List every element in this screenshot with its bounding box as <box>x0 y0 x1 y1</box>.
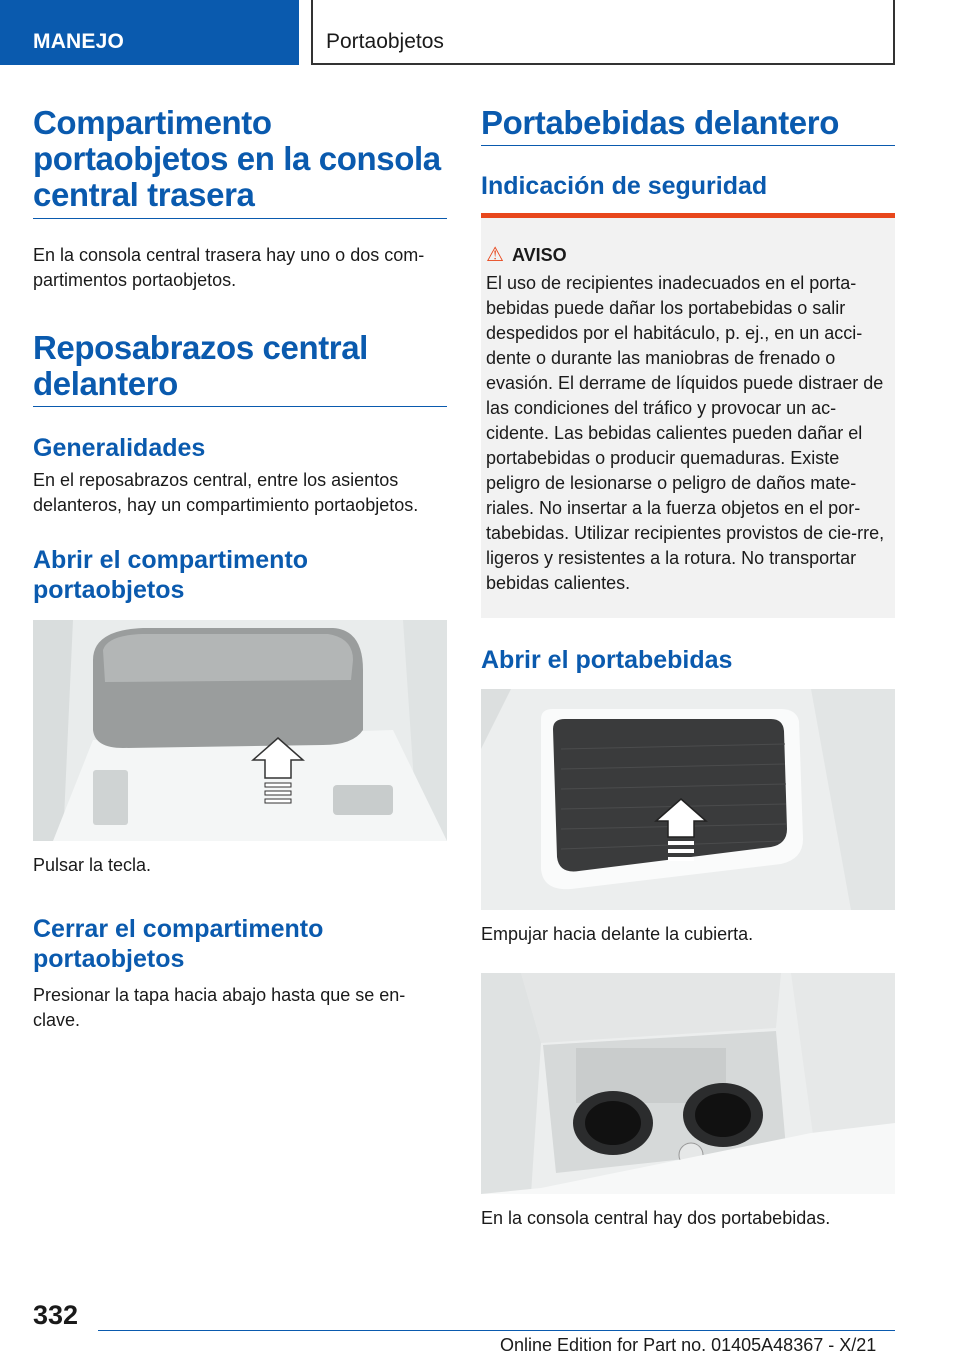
open-cupholder-title: Abrir el portabebidas <box>481 646 733 674</box>
cupholders-caption: En la consola central hay dos portabebidas. <box>481 1208 831 1228</box>
general-text: En el reposabrazos central, entre los asientos delanteros, hay un compartimiento portaobjetos. <box>33 470 419 515</box>
open-compartment-title: Abrir el compartimento portaobjetos <box>33 546 309 604</box>
title-rule <box>33 218 447 219</box>
title-rule <box>33 406 447 407</box>
footer-rule <box>98 1330 895 1331</box>
cupholder-cover-figure <box>481 689 895 910</box>
close-compartment-text: Presionar la tapa hacia abajo hasta que se en-clave. <box>33 985 406 1030</box>
edition-text: Online Edition for Part no. 01405A48367 - X/21 <box>500 1335 877 1355</box>
general-title: Generalidades <box>33 434 206 462</box>
cupholder-title: Portabebidas delantero <box>481 104 839 141</box>
safety-title: Indicación de seguridad <box>481 172 768 200</box>
section-tab[interactable] <box>0 0 299 65</box>
section-label: MANEJO <box>33 30 125 53</box>
open-cupholder-caption: Empujar hacia delante la cubierta. <box>481 924 754 944</box>
close-compartment-title: Cerrar el compartimento portaobjetos <box>33 915 324 973</box>
rear-console-title: Compartimento portaobjetos en la consola central trasera <box>33 104 441 213</box>
title-rule <box>481 145 895 146</box>
warning-text: El uso de recipientes inadecuados en el porta-bebidas puede dañar los portabebidas o salir despedidos por el habitáculo, p. ej., en un acci-dente o durante las maniobras de frenado o evasión. El derrame de líquidos puede distraer de las condiciones del tráfico y provocar un ac-cidente. Las bebidas calientes pueden dañar el portabebidas o producir quemaduras. Existe peligro de lesionarse o peligro de daños mate-riales. No insertar a la fuerza objetos en el por-tabebidas. Utilizar recipientes provistos de cie-rre, ligeros y resistentes a la rotura. No transportar bebidas calientes. <box>486 273 885 593</box>
rear-console-text: En la consola central trasera hay uno o dos com-partimentos portaobjetos. <box>33 245 425 290</box>
page-number: 332 <box>33 1300 79 1330</box>
warning-triangle-icon: ⚠ <box>486 244 504 266</box>
cupholders-figure <box>481 973 895 1194</box>
warning-heading <box>486 243 567 268</box>
chapter-label: Portaobjetos <box>326 30 444 53</box>
armrest-title: Reposabrazos central delantero <box>33 329 368 402</box>
warning-box <box>481 218 895 618</box>
chapter-header <box>311 0 895 65</box>
warning-label: AVISO <box>512 245 567 265</box>
open-compartment-caption: Pulsar la tecla. <box>33 855 152 875</box>
armrest-figure <box>33 620 447 841</box>
